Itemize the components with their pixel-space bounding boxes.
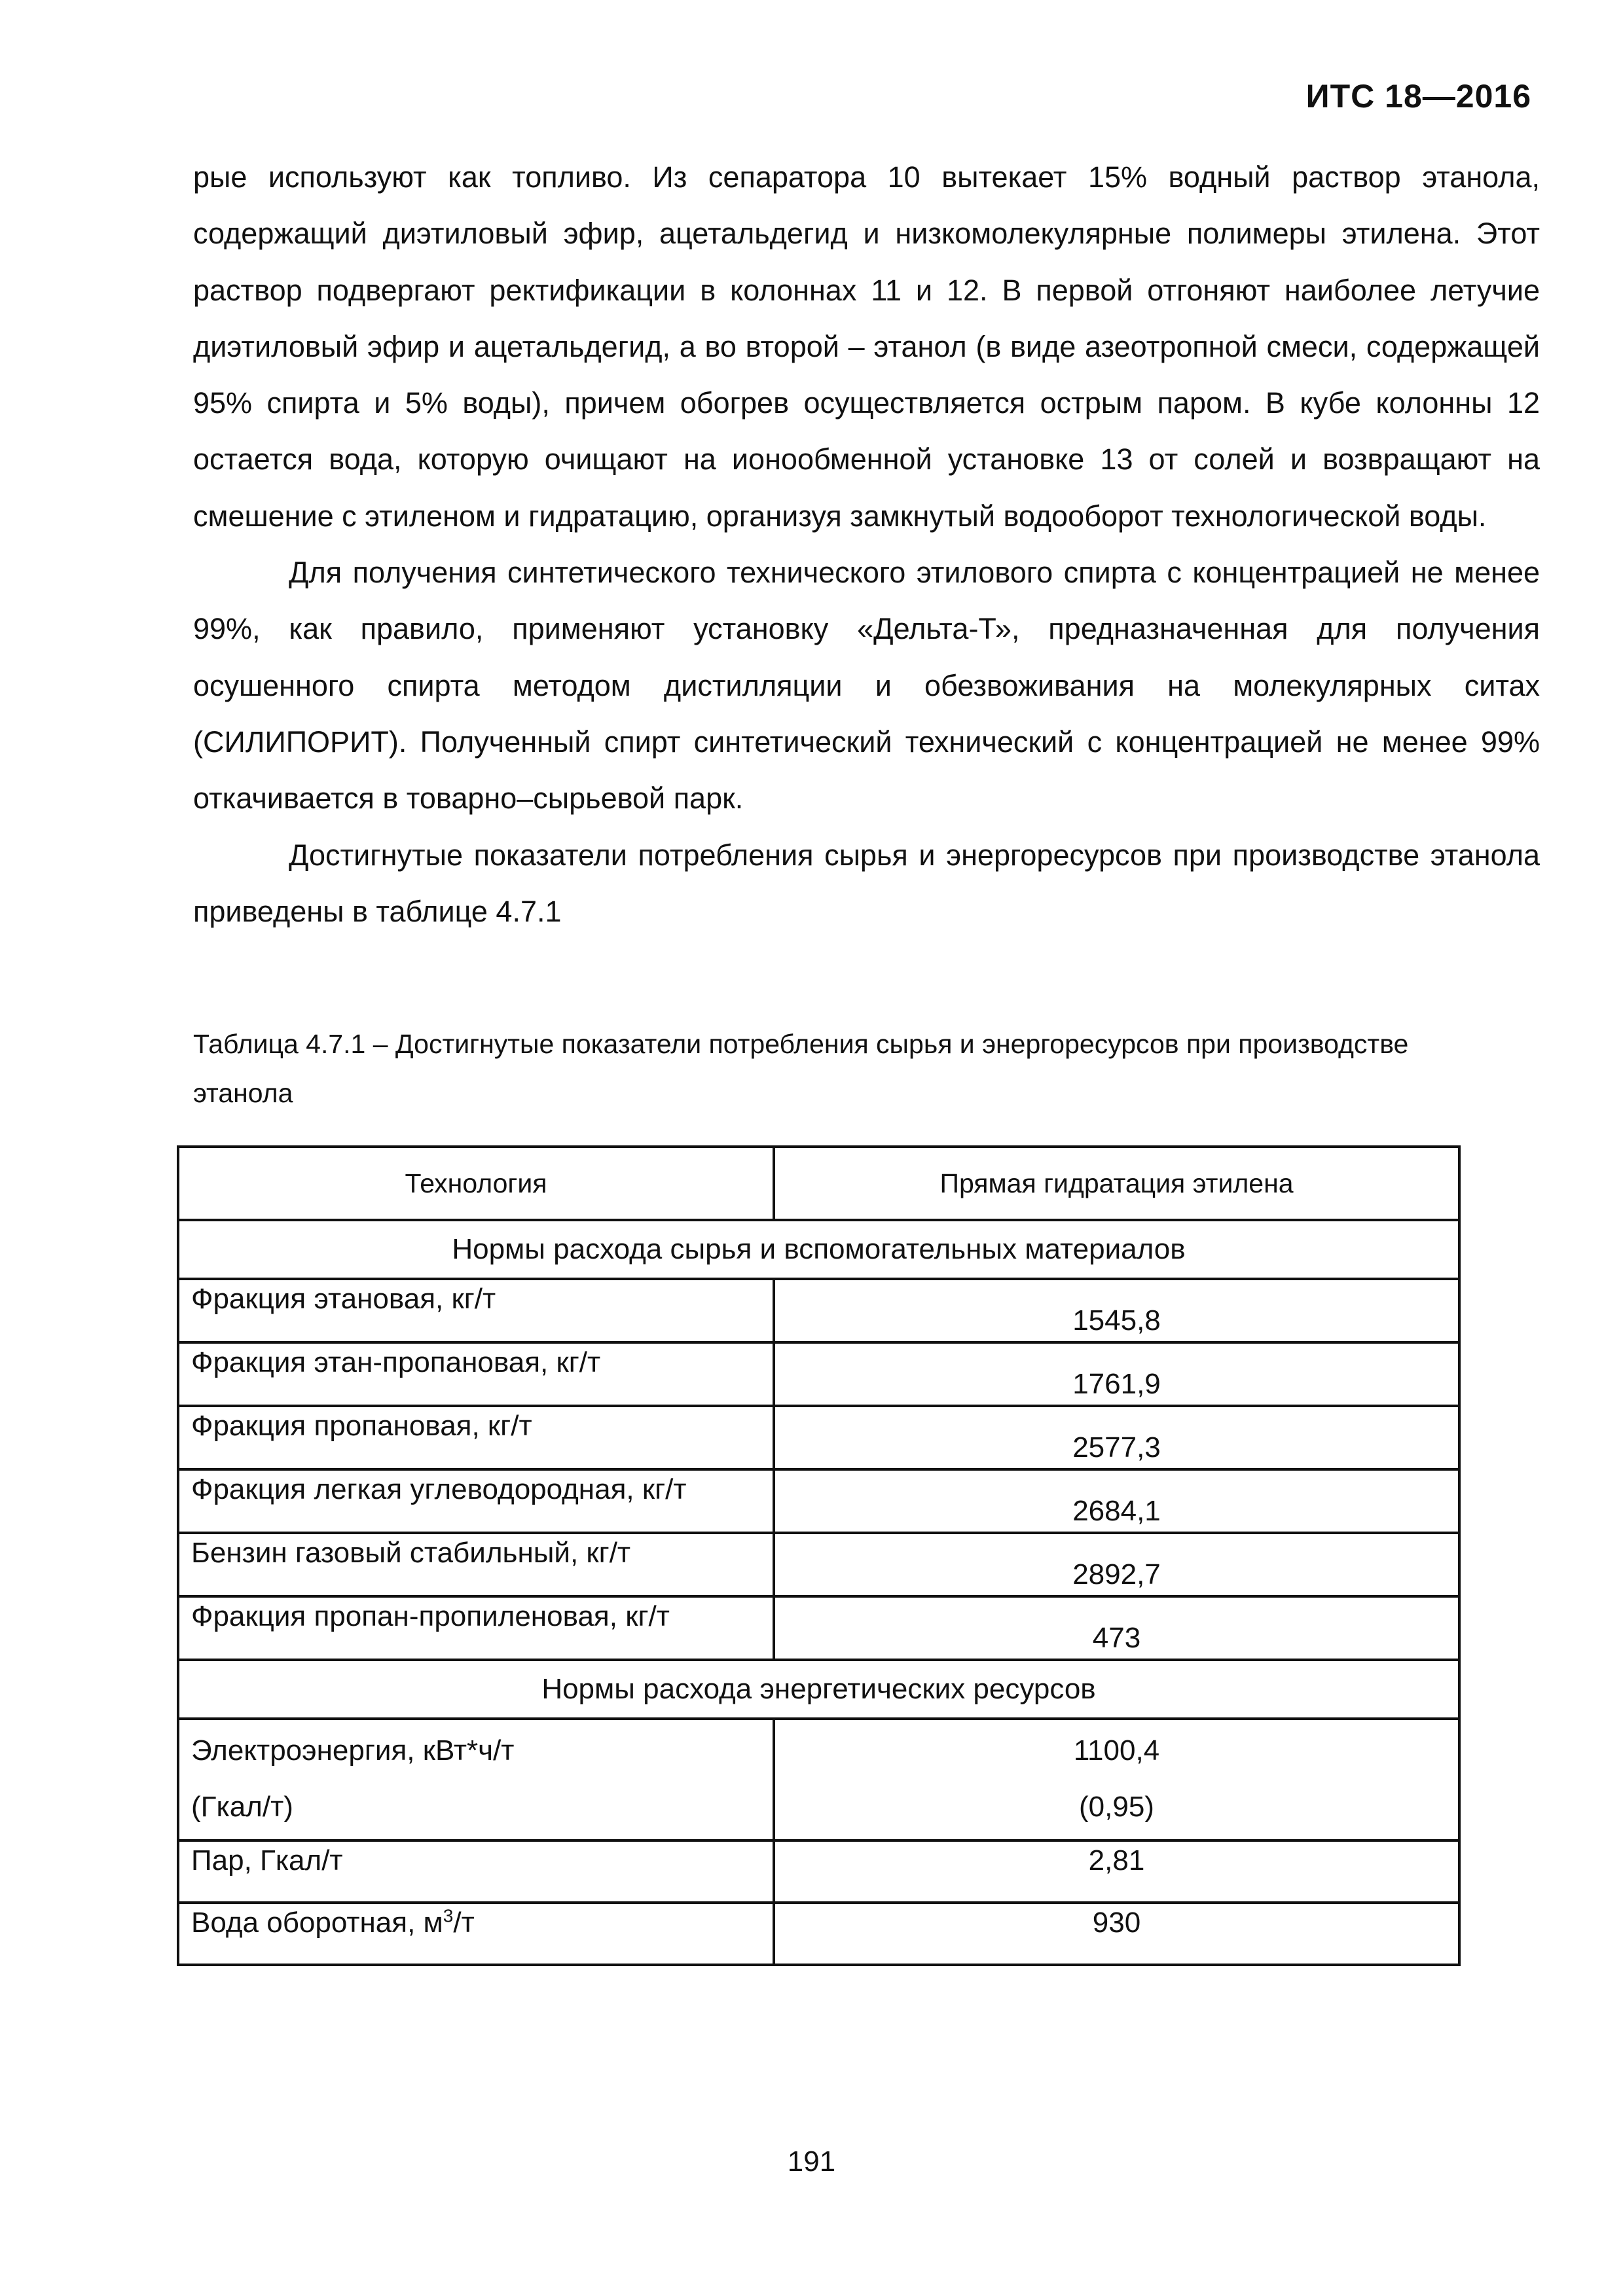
table-row [178,1719,1459,1840]
table-row [178,1596,1459,1660]
document-code-header: ИТС 18—2016 [1305,78,1531,115]
row-value: 2892,7 [774,1533,1459,1596]
row-label: Фракция этановая, кг/т [178,1279,774,1342]
table-row [178,1342,1459,1406]
section-row-energy [178,1660,1459,1719]
table-row [178,1279,1459,1342]
row-value-line: (0,95) [1079,1791,1154,1823]
section-title-raw-materials: Нормы расхода сырья и вспомогательных материалов [178,1220,1459,1279]
row-value: 2577,3 [774,1406,1459,1469]
row-value: 473 [774,1596,1459,1660]
row-label-unit-tail: /т [453,1907,475,1939]
table-row [178,1469,1459,1533]
body-text [193,149,1540,940]
row-label [178,1719,774,1840]
row-label-text: Вода оборотная, м [191,1907,443,1939]
paragraph-2: Для получения синтетического технического этилового спирта с концентрацией не менее 99%, как правило, применяют установку «Дельта-Т», предназначенная для получения осушенного спирта методом дистилляции и обезвоживания на молекулярных ситах (СИЛИПОРИТ). Полученный спирт синтетический технический с концентрацией не менее 99% откачивается в товарно–сырьевой парк. [193,556,1540,816]
table-row [178,1406,1459,1469]
row-value: 1761,9 [774,1342,1459,1406]
row-label-line: Электроэнергия, кВт*ч/т [191,1734,515,1767]
row-label: Фракция легкая углеводородная, кг/т [178,1469,774,1533]
paragraph-3: Достигнутые показатели потребления сырья и энергоресурсов при производстве этанола приведены в таблице 4.7.1 [193,838,1540,928]
table-row [178,1840,1459,1903]
table-header-row [178,1147,1459,1220]
row-value: 1545,8 [774,1279,1459,1342]
table-caption: Таблица 4.7.1 – Достигнутые показатели потребления сырья и энергоресурсов при производстве этанола [193,1029,1409,1108]
table-row [178,1903,1459,1965]
row-value: 2,81 [774,1840,1459,1903]
row-value: 2684,1 [774,1469,1459,1533]
row-label: Фракция пропан-пропиленовая, кг/т [178,1596,774,1660]
row-label: Бензин газовый стабильный, кг/т [178,1533,774,1596]
row-label-line: (Гкал/т) [191,1791,293,1823]
section-title-energy: Нормы расхода энергетических ресурсов [178,1660,1459,1719]
row-label: Фракция пропановая, кг/т [178,1406,774,1469]
consumption-table [177,1145,1461,1966]
row-value [774,1719,1459,1840]
row-value: 930 [774,1903,1459,1965]
row-label: Пар, Гкал/т [178,1840,774,1903]
row-label: Фракция этан-пропановая, кг/т [178,1342,774,1406]
row-label [178,1903,774,1965]
superscript-exponent: 3 [443,1905,454,1926]
table-row [178,1533,1459,1596]
page-number: 191 [787,2145,836,2178]
row-value-line: 1100,4 [1073,1734,1160,1767]
paragraph-1: рые используют как топливо. Из сепаратора 10 вытекает 15% водный раствор этанола, содержащий диэтиловый эфир, ацетальдегид и низкомолекулярные полимеры этилена. Этот раствор подвергают ректификации в колоннах 11 и 12. В первой отгоняют наиболее летучие диэтиловый эфир и ацетальдегид, а во второй – этанол (в виде азеотропной смеси, содержащей 95% спирта и 5% воды), причем обогрев осуществляется острым паром. В кубе колонны 12 остается вода, которую очищают на ионообменной установке 13 от солей и возвращают на смешение с этиленом и гидратацию, организуя замкнутый водооборот технологической воды. [193,160,1540,533]
section-row-raw-materials [178,1220,1459,1279]
column-header-direct-hydration: Прямая гидратация этилена [774,1147,1459,1220]
column-header-technology: Технология [178,1147,774,1220]
